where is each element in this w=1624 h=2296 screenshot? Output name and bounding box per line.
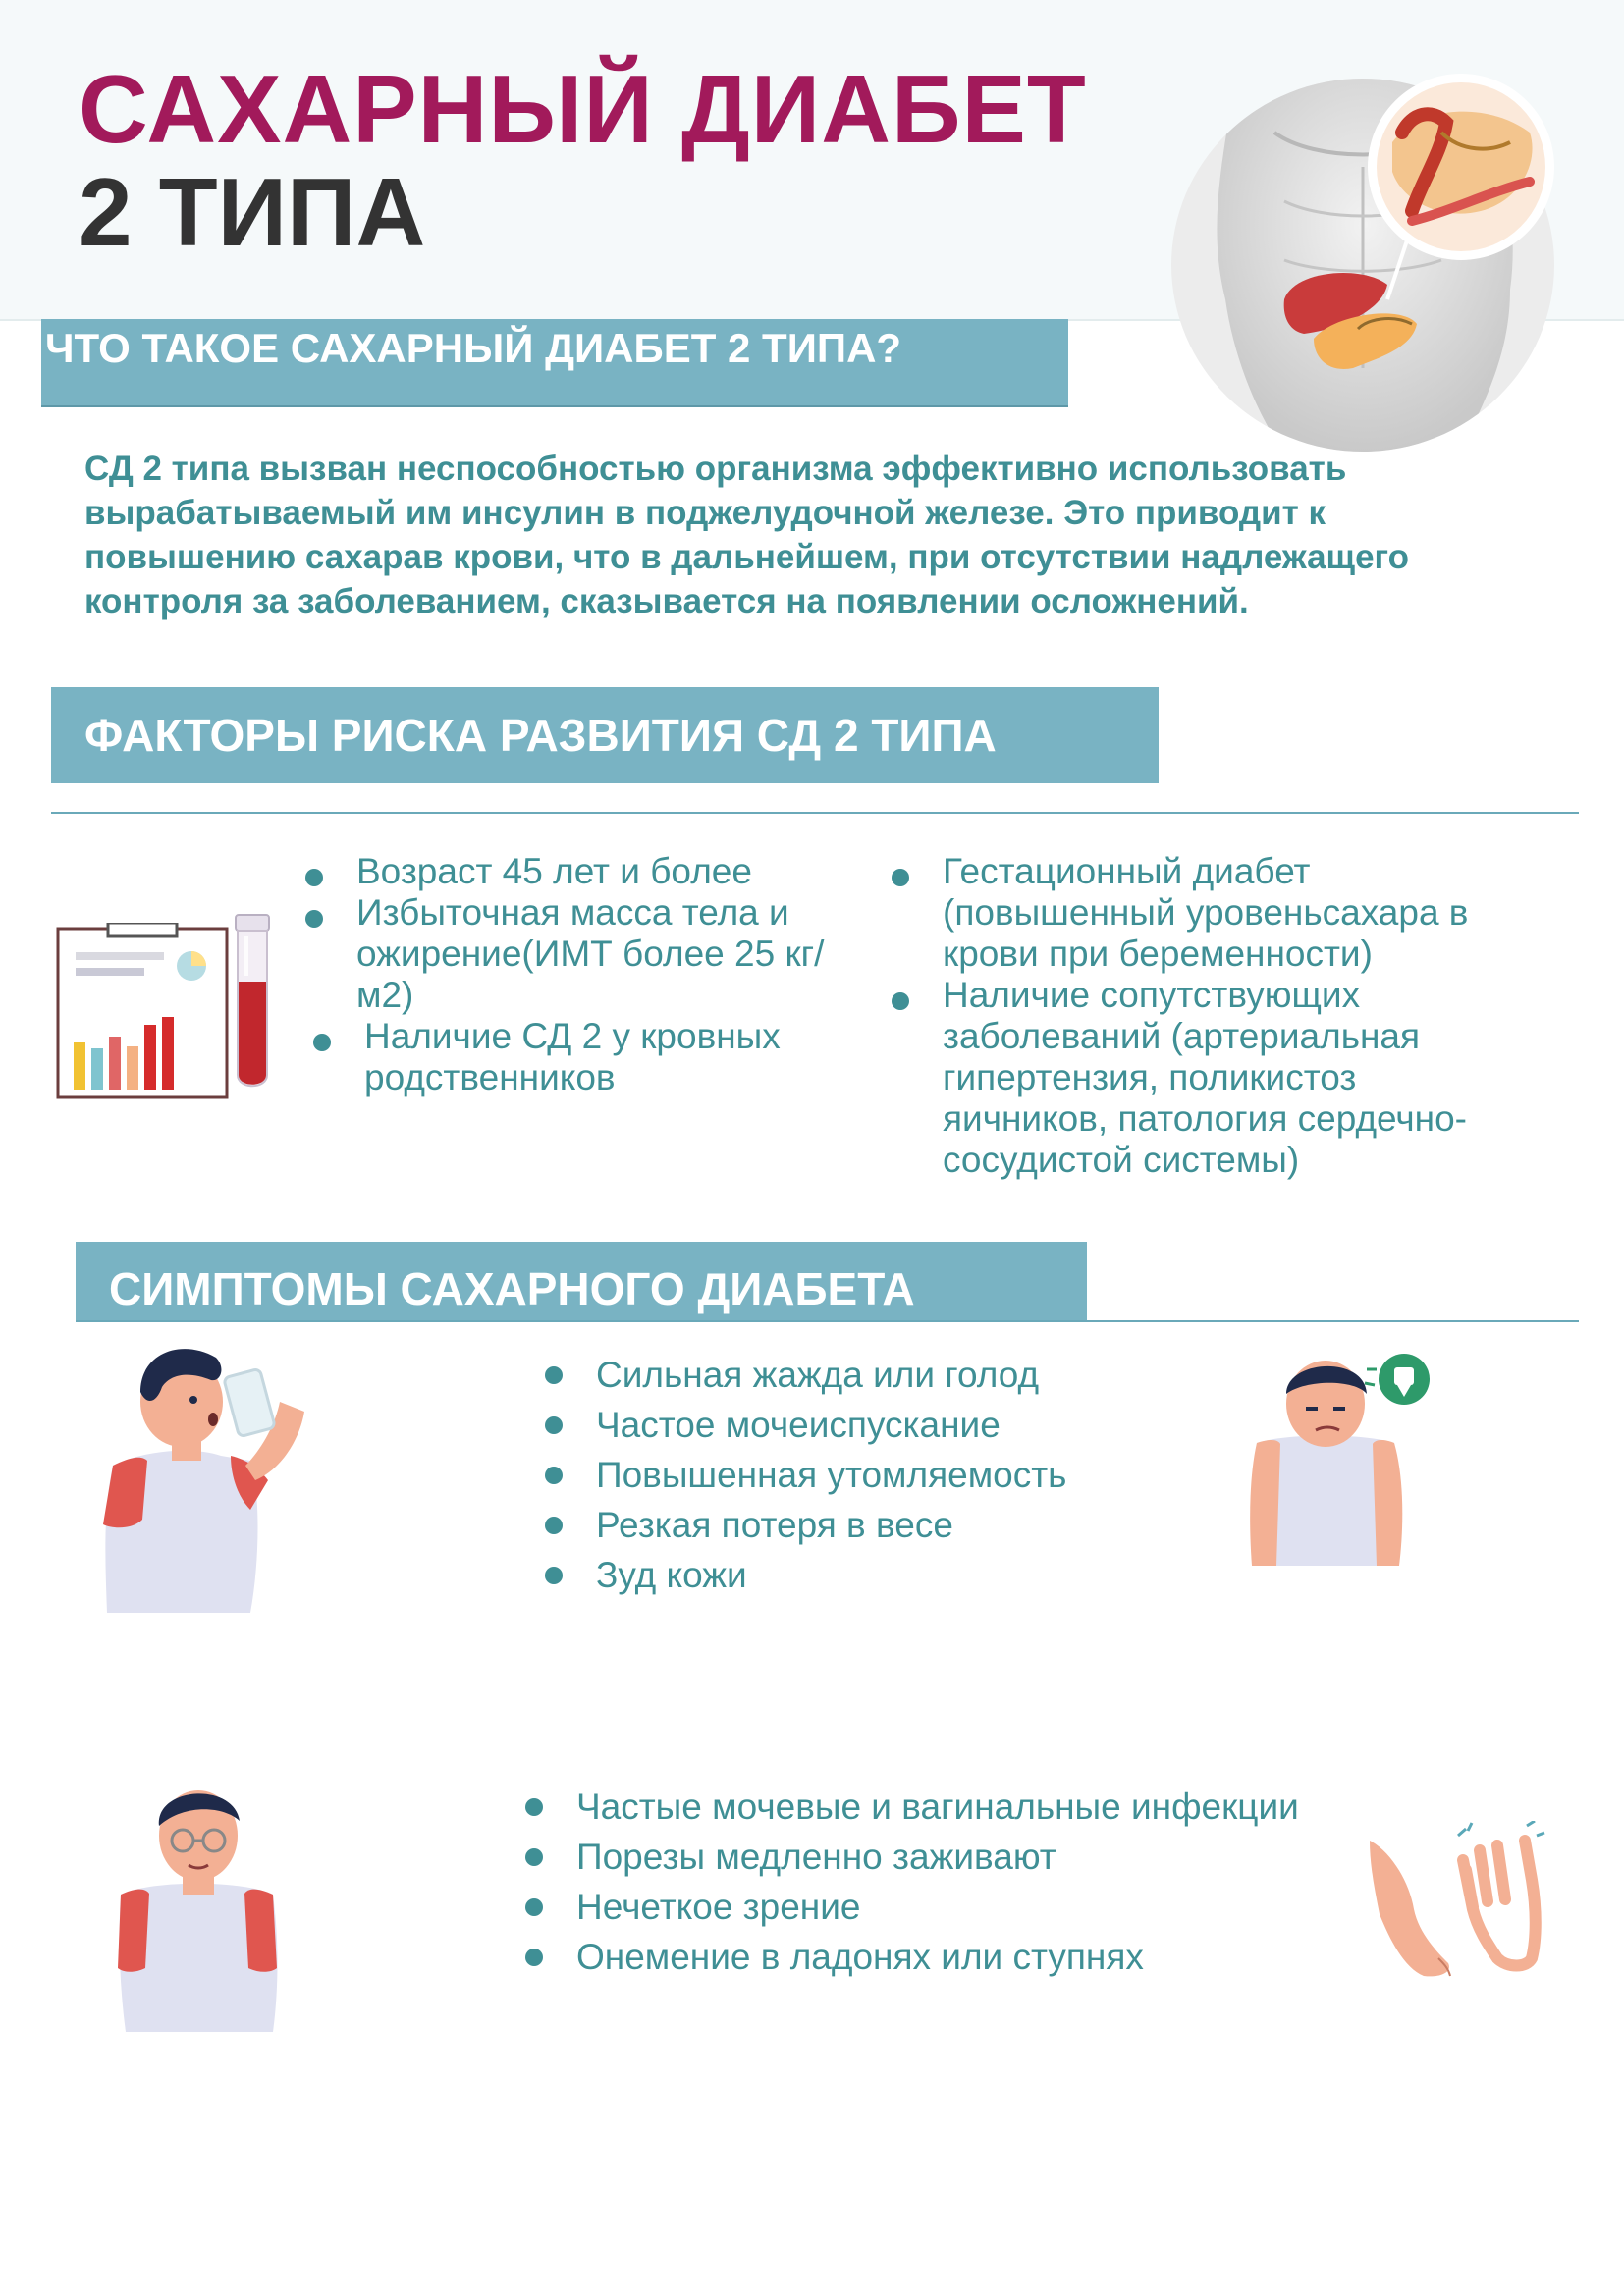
list-item: Нечеткое зрение xyxy=(525,1882,1380,1932)
section-divider xyxy=(51,812,1579,814)
page-title-line2: 2 ТИПА xyxy=(79,158,426,266)
risk-factors-right-list xyxy=(892,851,1520,1181)
definition-paragraph: СД 2 типа вызван неспособностью организма эффективно использовать вырабатываемый им инсулин в поджелудочной железе. Это приводит к повышению сахарав крови, что в дальнейшем, при отсутствии надлежащего контроля за заболеванием, сказывается на появлении осложнений. xyxy=(84,450,1410,620)
clipboard-chart-icon xyxy=(54,923,231,1099)
symptoms-list-1 xyxy=(545,1350,1232,1600)
list-item: Возраст 45 лет и более xyxy=(305,851,836,892)
man-glasses-illustration xyxy=(116,1772,283,2032)
list-item: Наличие СД 2 у кровных родственников xyxy=(313,1016,843,1098)
list-item: Зуд кожи xyxy=(545,1550,1232,1600)
list-item: Резкая потеря в весе xyxy=(545,1500,1232,1550)
section-heading-symptoms: СИМПТОМЫ САХАРНОГО ДИАБЕТА xyxy=(76,1242,1087,1322)
list-item: Наличие сопутствующих заболеваний (артериальная гипертензия, поликистоз яичников, патология сердечно-сосудистой системы) xyxy=(892,975,1520,1181)
section-heading-what-is: ЧТО ТАКОЕ САХАРНЫЙ ДИАБЕТ 2 ТИПА? xyxy=(41,319,1068,407)
list-item: Частые мочевые и вагинальные инфекции xyxy=(525,1782,1380,1832)
list-item: Частое мочеиспускание xyxy=(545,1400,1232,1450)
symptoms-list-2 xyxy=(525,1782,1380,1982)
list-item: Повышенная утомляемость xyxy=(545,1450,1232,1500)
list-item: Онемение в ладонях или ступнях xyxy=(525,1932,1380,1982)
list-item: Порезы медленно заживают xyxy=(525,1832,1380,1882)
section-heading-risk-factors: ФАКТОРЫ РИСКА РАЗВИТИЯ СД 2 ТИПА xyxy=(51,687,1159,783)
man-tired-illustration xyxy=(1247,1340,1448,1566)
hand-foot-numbness-illustration xyxy=(1370,1821,1546,1983)
list-item: Гестационный диабет (повышенный уровеньсахара в крови при беременности) xyxy=(892,851,1520,975)
blood-test-tube-icon xyxy=(228,913,277,1099)
page-title-line1: САХАРНЫЙ ДИАБЕТ xyxy=(79,55,1087,163)
pancreas-anatomy-illustration xyxy=(1166,74,1579,452)
section-divider xyxy=(76,1320,1579,1322)
risk-factors-left-list xyxy=(305,851,836,1098)
list-item: Сильная жажда или голод xyxy=(545,1350,1232,1400)
man-drinking-illustration xyxy=(103,1333,314,1613)
list-item: Избыточная масса тела и ожирение(ИМТ более 25 кг/м2) xyxy=(305,892,836,1016)
